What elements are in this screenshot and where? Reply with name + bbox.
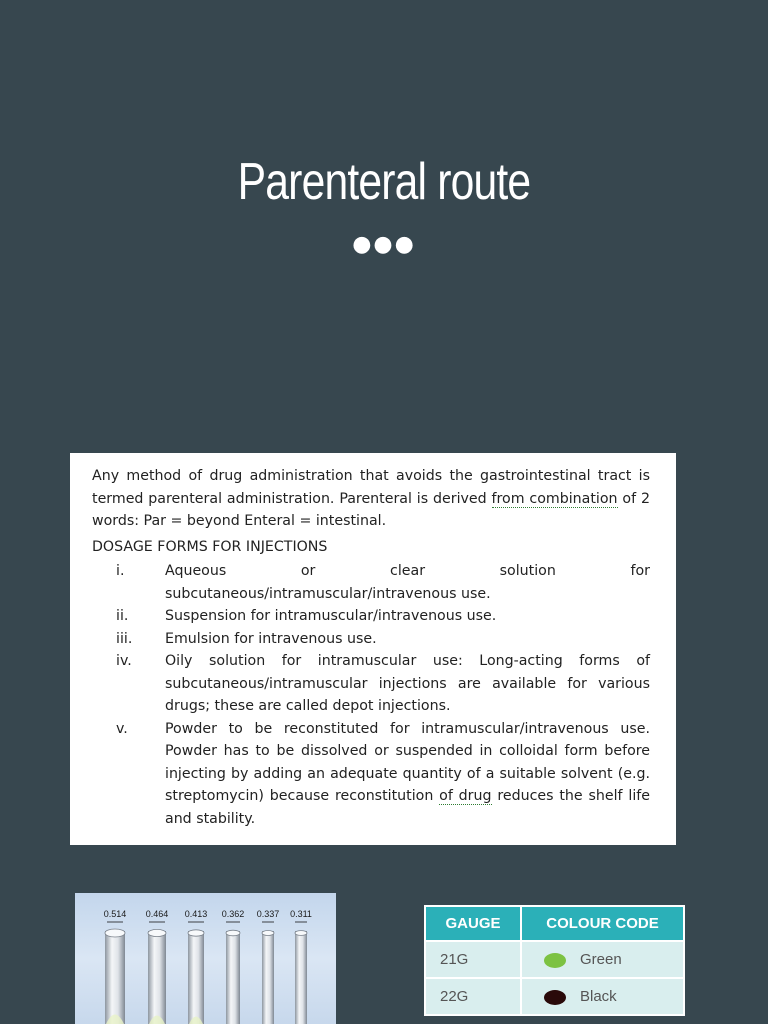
list-item-number: v. — [116, 720, 128, 737]
list-item-number: iii. — [116, 630, 133, 647]
link-of-drug[interactable]: of drug — [439, 788, 492, 804]
needle-label: 0.337 — [256, 909, 280, 919]
needle-label: 0.464 — [145, 909, 169, 919]
dosage-forms-heading: DOSAGE FORMS FOR INJECTIONS — [92, 538, 328, 555]
needle-label: 0.362 — [221, 909, 245, 919]
list-item-text: Aqueous or clear solution for subcutaneous/intramuscular/intravenous use. — [165, 563, 650, 602]
intro-link-from-combination[interactable]: from combination — [491, 490, 618, 507]
intro-text-2: of 2 words: Par = beyond Enteral = intestinal. — [92, 490, 650, 529]
colour-name: Green — [580, 951, 622, 968]
needle-labels — [104, 909, 312, 919]
table-row — [426, 942, 683, 977]
list-item-text: Oily solution for intramuscular use: Long-acting forms of subcutaneous/intramuscular injections are available for various drugs; these are called depot injections. — [165, 653, 650, 714]
list-item-number: ii. — [116, 608, 129, 624]
intro-paragraph — [92, 465, 650, 533]
table-header-row — [426, 907, 683, 940]
title-dots-decoration: ●●● — [352, 232, 416, 257]
list-item-text — [165, 718, 650, 831]
list-item-text-part-1: Powder to be reconstituted for intramuscular/intravenous use. Powder has to be dissolved or suspended in colloidal form before injecting by adding an adequate quantity of a suitable solvent (e.g. streptomycin) because reconstitution — [165, 720, 650, 804]
table-row — [426, 979, 683, 1014]
cell-colour — [522, 942, 683, 977]
list-item-number: i. — [116, 563, 125, 579]
list-item-number: iv. — [116, 653, 132, 669]
cell-colour — [522, 979, 683, 1014]
header-colour-code: COLOUR CODE — [522, 907, 683, 940]
list-item — [92, 628, 650, 651]
needle-label: 0.514 — [103, 909, 127, 919]
needle-label: 0.413 — [184, 909, 208, 919]
needle-tubes — [105, 929, 307, 1024]
list-item-text-part-2: reduces the shelf life and stability. — [165, 788, 650, 827]
list-item — [92, 605, 650, 628]
list-item — [92, 718, 650, 831]
header-gauge: GAUGE — [426, 907, 520, 940]
list-item-text: Suspension for intramuscular/intravenous use. — [165, 608, 497, 624]
cell-gauge: 21G — [426, 942, 520, 977]
list-item — [92, 560, 650, 605]
needle-diameter-image — [75, 893, 336, 1024]
needle-label: 0.311 — [290, 909, 312, 919]
slide-title: Parenteral route — [237, 153, 531, 211]
black-swatch-icon — [544, 990, 566, 1005]
gauge-colour-table — [424, 905, 685, 1016]
cell-gauge: 22G — [426, 979, 520, 1014]
list-item-text: Emulsion for intravenous use. — [165, 630, 377, 647]
needle-diameter-diagram — [75, 893, 336, 1024]
green-swatch-icon — [544, 953, 566, 968]
list-item — [92, 650, 650, 718]
definition-textbox — [70, 453, 676, 845]
colour-name: Black — [580, 988, 617, 1005]
intro-text-1: Any method of drug administration that avoids the gastrointestinal tract is termed parenteral administration. Parenteral is derived — [92, 468, 650, 507]
